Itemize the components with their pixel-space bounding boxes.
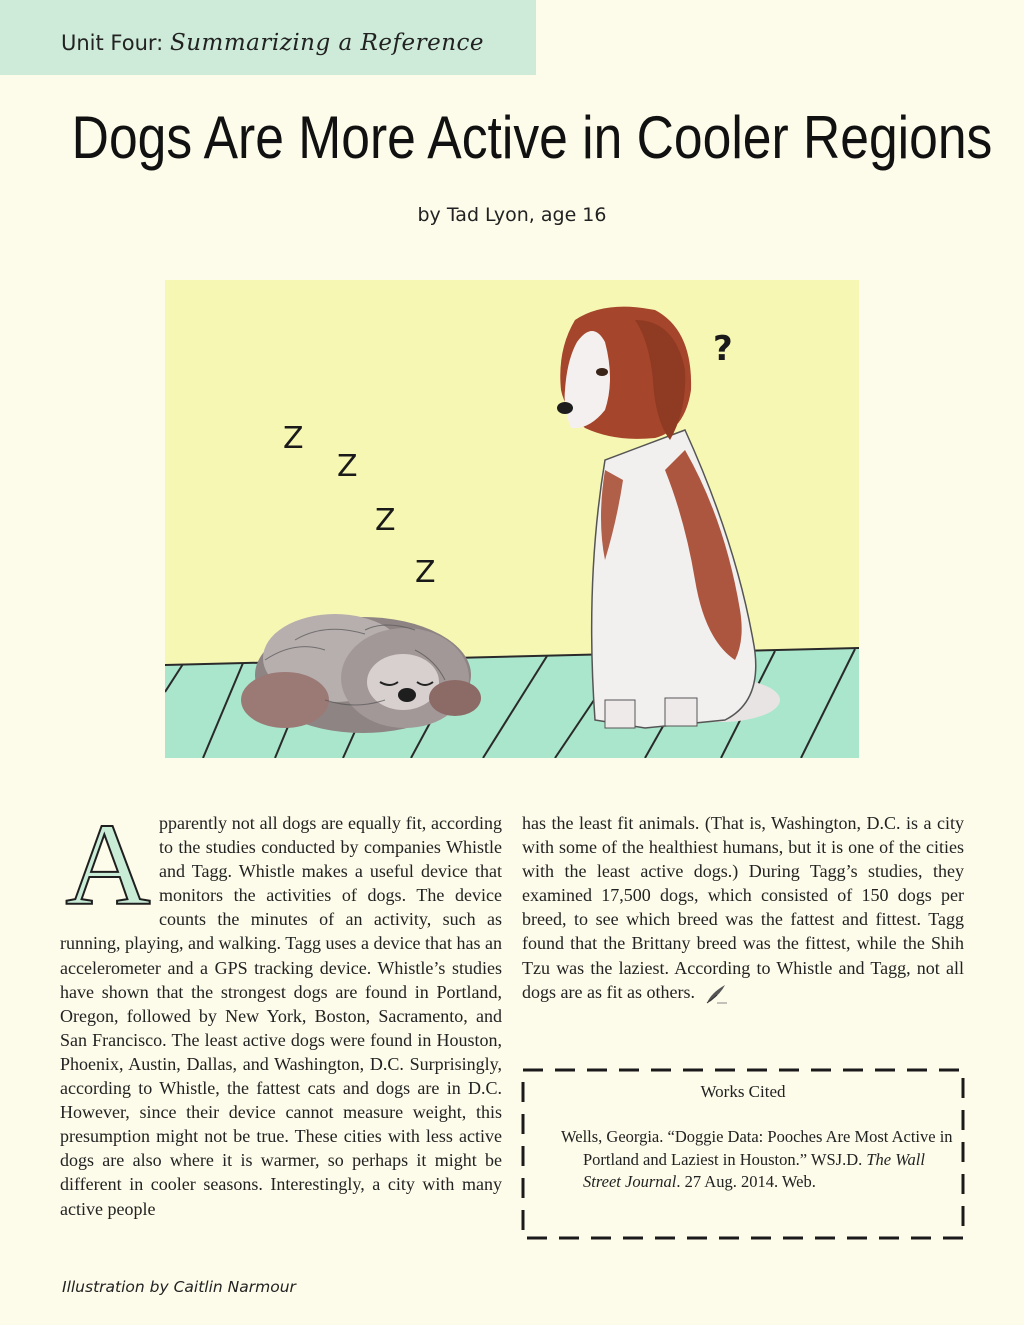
snore-letter-2: Z xyxy=(337,449,358,484)
drop-cap-letter: A xyxy=(65,814,151,908)
unit-topic: Summarizing a Reference xyxy=(169,30,485,56)
article-body-left: pparently not all dogs are equally fit, according to the studies conducted by companies Whistle and Tagg. Whistle makes a useful device that monitors the activities of dogs. The device counts the minutes of an activity, such as running, playing, and walking. Tagg uses a device that has an accelerometer and a GPS tracking device. Whistle’s studies have shown that the strongest dogs are found in Portland, Oregon, followed by New York, Boston, Sacramento, and San Francisco. The least active dogs were found in Houston, Phoenix, Austin, Dallas, and Washington, D.C. Surprisingly, according to Whistle, the fattest cats and dogs are in D.C. However, since their device cannot measure weight, this presumption might not be true. These cities with less active dogs are also where it is warmer, so perhaps it might be different in cooler seasons. Interestingly, a city with many active people xyxy=(60,813,502,1219)
works-cited-entry xyxy=(561,1126,955,1194)
article-title: Dogs Are More Active in Cooler Regions xyxy=(71,104,993,171)
works-cited-entry-post: . 27 Aug. 2014. Web. xyxy=(676,1172,816,1191)
drop-cap xyxy=(59,814,157,908)
works-cited-heading: Works Cited xyxy=(700,1082,786,1101)
article-byline: by Tad Lyon, age 16 xyxy=(417,204,607,226)
snore-letter-1: Z xyxy=(283,421,304,456)
illustration-credit: Illustration by Caitlin Narmour xyxy=(62,1278,296,1296)
snore-letter-3: Z xyxy=(375,503,396,538)
works-cited-entry-pre: Wells, Georgia. “Doggie Data: Pooches Are Most Active in Portland and Laziest in Houston.” WSJ.D. xyxy=(561,1127,953,1169)
article-body-right: has the least fit animals. (That is, Washington, D.C. is a city with some of the healthiest humans, but it is one of the cities with the least active dogs.) During Tagg’s studies, they examined 17,500 dogs, which consisted of 150 dogs per breed, to see which breed was the fattest and fittest. Tagg found that the Brittany breed was the fittest, while the Shih Tzu was the laziest. According to Whistle and Tagg, not all dogs are as fit as others. xyxy=(522,813,964,1002)
dogs-illustration xyxy=(165,280,859,758)
quill-icon xyxy=(705,983,729,1005)
article-column-left xyxy=(60,811,502,1221)
works-cited-box xyxy=(521,1068,965,1240)
article-column-right xyxy=(522,811,964,1005)
question-mark: ? xyxy=(713,329,733,369)
unit-label: Unit Four: xyxy=(61,31,164,55)
unit-header xyxy=(61,30,484,56)
works-cited-journal: The Wall Street Journal xyxy=(583,1149,925,1191)
snore-letter-4: Z xyxy=(415,555,436,590)
